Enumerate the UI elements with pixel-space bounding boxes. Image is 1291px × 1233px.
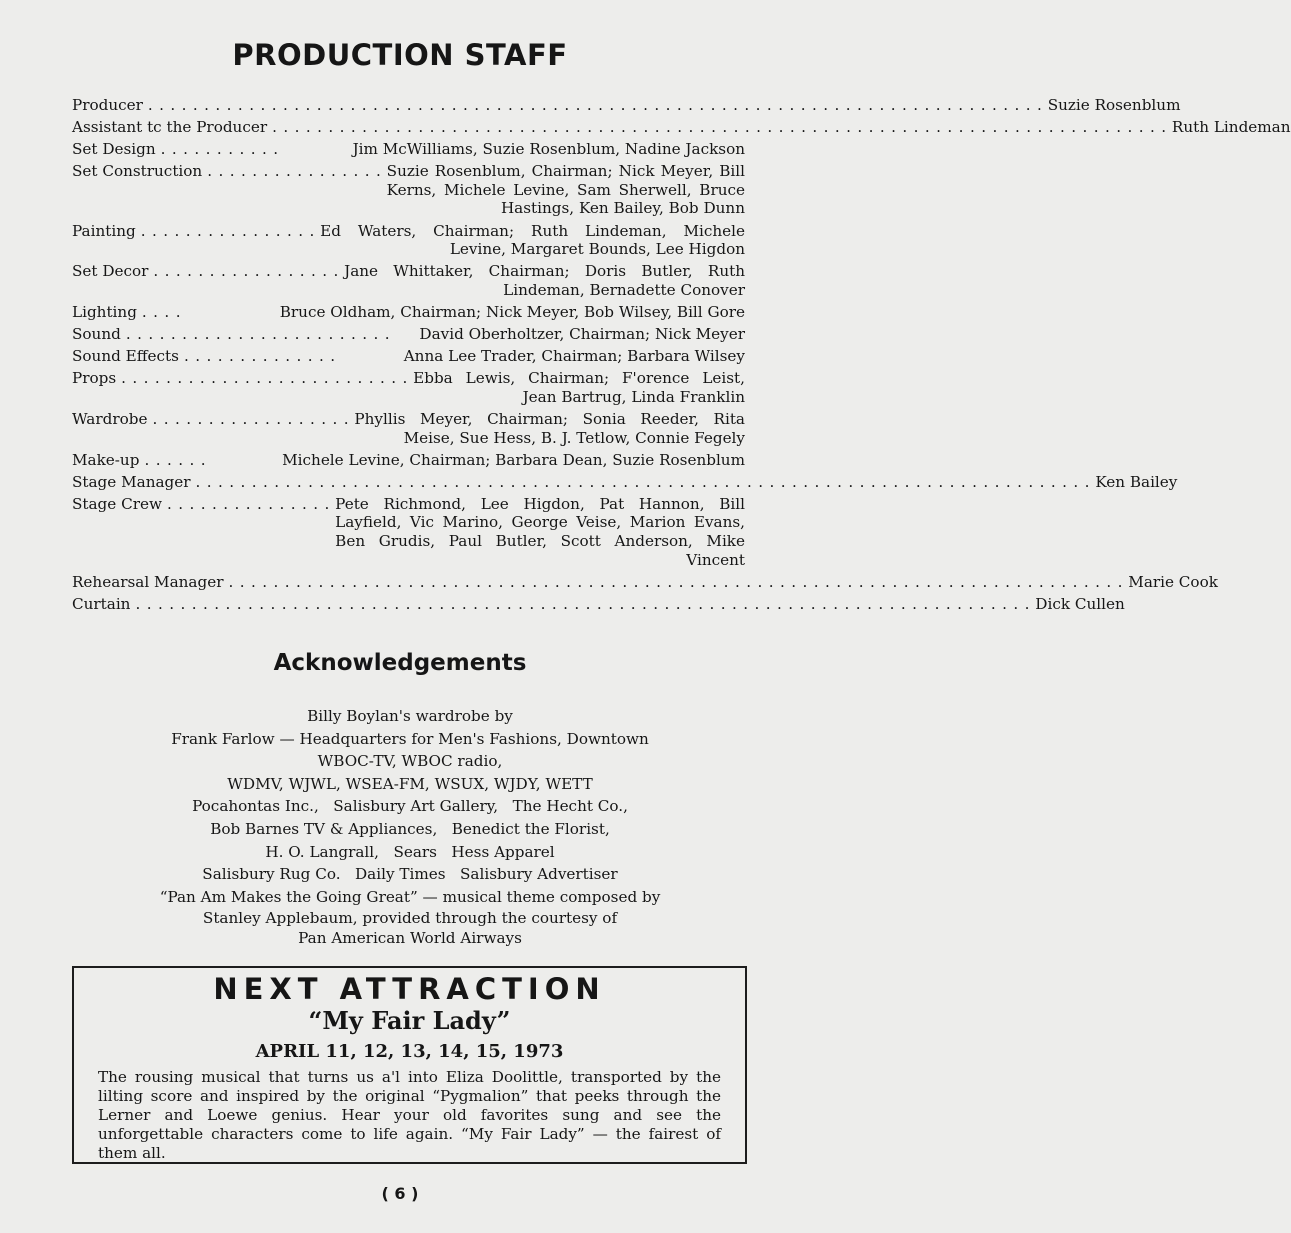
staff-row xyxy=(72,140,745,159)
ack-line: WDMV, WJWL, WSEA-FM, WSUX, WJDY, WETT xyxy=(227,774,593,793)
staff-row xyxy=(72,594,1125,614)
staff-row xyxy=(72,262,745,299)
leader-dots: . . . . . . . . . . . . . . . . . . . . . . . . . . . . . . . . . . . . . . . . . . . . . . . . . . . . . . . . . . . . . . . . . . . . . . . . . . . . . . . . xyxy=(195,472,1091,491)
staff-role: Assistant tc the Producer xyxy=(72,118,268,137)
leader-dots: . . . . . . . . . . . . . . . . . . . . . . . . . . . . . . . . . . . . . . . . . . . . . . . . . . . . . . . . . . . . . . . . . . . . . . . . . . . . . . . . xyxy=(147,96,1043,114)
next-attraction-title: “My Fair Lady” xyxy=(308,1006,511,1035)
page-number: ( 6 ) xyxy=(381,1184,419,1203)
staff-row xyxy=(72,347,745,366)
ack-line: H. O. Langrall, Sears Hess Apparel xyxy=(265,842,555,861)
staff-role: Set Construction xyxy=(72,162,203,181)
staff-role: Set Design xyxy=(72,140,156,159)
staff-name: Marie Cook xyxy=(1128,572,1218,591)
staff-row xyxy=(72,325,745,344)
leader-dots: . . . . xyxy=(141,302,182,321)
staff-role: Lighting xyxy=(72,302,137,321)
staff-role: Producer xyxy=(72,96,143,114)
next-attraction-heading: NEXT ATTRACTION xyxy=(213,972,606,1006)
staff-name: Ebba Lewis, Chairman; F'orence Leist, Jean Bartrug, Linda Franklin xyxy=(413,369,745,406)
staff-name: Dick Cullen xyxy=(1035,594,1125,613)
next-attraction-description: The rousing musical that turns us a'l into Eliza Doolittle, transported by the lilting score and inspired by the original “Pygmalion” that peeks through the Lerner and Loewe genius. Hear your old favorites sung and see the unforgettable characters come to life again. “My Fair Lady” — the fairest of them all. xyxy=(98,1068,721,1162)
staff-role: Stage Manager xyxy=(72,472,191,491)
staff-name: Ruth Lindeman xyxy=(1171,118,1291,137)
staff-name: Jim McWilliams, Suzie Rosenblum, Nadine Jackson xyxy=(352,140,745,159)
ack-line: Pocahontas Inc., Salisbury Art Gallery, The Hecht Co., xyxy=(192,797,628,816)
staff-role: Sound xyxy=(72,325,121,344)
leader-dots: . . . . . . . . . . . xyxy=(160,140,279,159)
next-attraction-box xyxy=(72,966,747,1164)
leader-dots: . . . . . . . . . . . . . . . xyxy=(166,494,331,513)
staff-role: Props xyxy=(72,369,117,388)
leader-dots: . . . . . . . . . . . . . . . . . . . . . . . . xyxy=(125,325,391,344)
staff-role: Painting xyxy=(72,221,136,240)
ack-line: Billy Boylan's wardrobe by xyxy=(307,707,513,725)
ack-line: Bob Barnes TV & Appliances, Benedict the Florist, xyxy=(210,819,610,838)
ack-line: Stanley Applebaum, provided through the courtesy of xyxy=(202,909,618,928)
ack-line: Pan American World Airways xyxy=(298,929,522,948)
staff-row xyxy=(72,96,1181,115)
staff-row xyxy=(72,451,745,470)
staff-row xyxy=(72,495,745,569)
staff-row xyxy=(72,118,1291,137)
leader-dots: . . . . . . . . . . . . . . . . . . . . . . . . . . xyxy=(121,369,409,388)
staff-name: Suzie Rosenblum xyxy=(1047,96,1181,114)
leader-dots: . . . . . . . . . . . . . . . . . . xyxy=(152,409,350,428)
staff-name: Jane Whittaker, Chairman; Doris Butler, Ruth Lindeman, Bernadette Conover xyxy=(344,262,745,299)
staff-row xyxy=(72,410,745,447)
leader-dots: . . . . . . . . . . . . . . . . . . . . . . . . . . . . . . . . . . . . . . . . . . . . . . . . . . . . . . . . . . . . . . . . . . . . . . . . . . . . . . . . xyxy=(272,118,1167,137)
staff-role: Rehearsal Manager xyxy=(72,572,224,591)
leader-dots: . . . . . . . . . . . . . . . . xyxy=(140,221,316,240)
staff-role: Set Decor xyxy=(72,262,149,281)
staff-name: Ken Bailey xyxy=(1095,472,1178,491)
ack-line: Frank Farlow — Headquarters for Men's Fashions, Downtown xyxy=(171,729,649,748)
ack-line: “Pan Am Makes the Going Great” — musical theme composed by xyxy=(159,887,661,906)
leader-dots: . . . . . . . . . . . . . . . . . . . . . . . . . . . . . . . . . . . . . . . . . . . . . . . . . . . . . . . . . . . . . . . . . . . . . . . . . . . . . . . . xyxy=(228,572,1124,591)
ack-line: WBOC-TV, WBOC radio, xyxy=(317,752,503,771)
leader-dots: . . . . . . . . . . . . . . . . xyxy=(207,162,382,181)
acknowledgements-title: Acknowledgements xyxy=(273,650,527,676)
staff-row xyxy=(72,162,745,218)
staff-role: Make-up xyxy=(72,450,140,469)
leader-dots: . . . . . . . . . . . . . . . . . xyxy=(153,262,340,281)
staff-name: Bruce Oldham, Chairman; Nick Meyer, Bob Wilsey, Bill Gore xyxy=(279,302,745,321)
staff-row xyxy=(72,303,745,322)
staff-role: Sound Effects xyxy=(72,347,179,366)
staff-name: Phyllis Meyer, Chairman; Sonia Reeder, Rita Meise, Sue Hess, B. J. Tetlow, Connie Fegely xyxy=(354,409,745,447)
staff-name: David Oberholtzer, Chairman; Nick Meyer xyxy=(419,325,745,344)
staff-name: Pete Richmond, Lee Higdon, Pat Hannon, Bill Layfield, Vic Marino, George Veise, Marion Evans, Ben Grudis, Paul Butler, Scott Anderson, Mike Vincent xyxy=(335,494,745,569)
staff-name: Michele Levine, Chairman; Barbara Dean, Suzie Rosenblum xyxy=(282,450,745,469)
staff-role: Curtain xyxy=(72,594,131,613)
staff-name: Anna Lee Trader, Chairman; Barbara Wilsey xyxy=(403,347,745,366)
staff-row xyxy=(72,572,1218,592)
page-title: PRODUCTION STAFF xyxy=(232,38,568,72)
staff-row xyxy=(72,369,745,406)
staff-name: Suzie Rosenblum, Chairman; Nick Meyer, Bill Kerns, Michele Levine, Sam Sherwell, Bruce Hastings, Ken Bailey, Bob Dunn xyxy=(386,162,745,218)
staff-name: Ed Waters, Chairman; Ruth Lindeman, Michele Levine, Margaret Bounds, Lee Higdon xyxy=(320,221,745,259)
staff-role: Wardrobe xyxy=(72,409,148,428)
leader-dots: . . . . . . . . . . . . . . . . . . . . . . . . . . . . . . . . . . . . . . . . . . . . . . . . . . . . . . . . . . . . . . . . . . . . . . . . . . . . . . . . xyxy=(135,594,1031,613)
leader-dots: . . . . . . . . . . . . . . xyxy=(183,347,336,366)
acknowledgements-list xyxy=(70,705,750,948)
ack-line: Salisbury Rug Co. Daily Times Salisbury Advertiser xyxy=(202,865,618,884)
staff-row xyxy=(72,472,1178,492)
leader-dots: . . . . . . xyxy=(144,450,207,469)
staff-role: Stage Crew xyxy=(72,494,162,513)
staff-row xyxy=(72,222,745,259)
staff-list xyxy=(72,96,1291,617)
next-attraction-dates: APRIL 11, 12, 13, 14, 15, 1973 xyxy=(255,1041,564,1062)
